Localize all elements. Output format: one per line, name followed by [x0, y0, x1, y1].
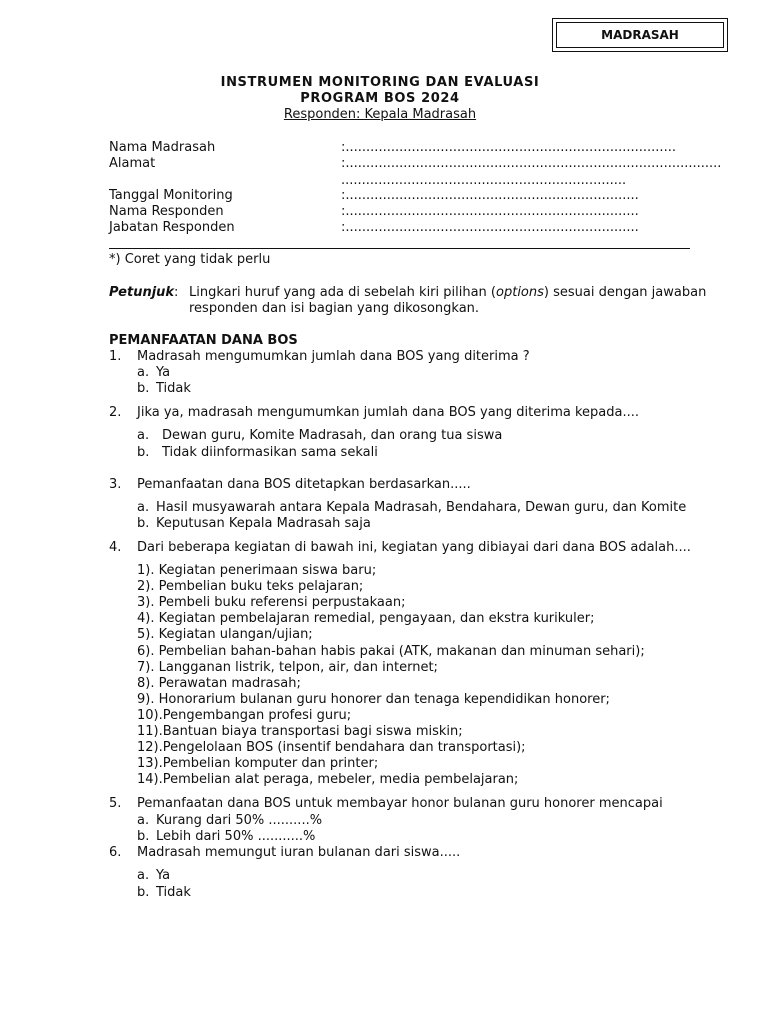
identity-label: Jabatan Responden: [109, 220, 235, 235]
list-item[interactable]: 7). Langganan listrik, telpon, air, dan internet;: [137, 660, 438, 675]
option-key[interactable]: b.: [137, 445, 150, 460]
option-text: Tidak diinformasikan sama sekali: [162, 445, 378, 460]
question-number: 5.: [109, 796, 122, 811]
option-key[interactable]: b.: [137, 516, 150, 531]
list-item[interactable]: 1). Kegiatan penerimaan siswa baru;: [137, 563, 377, 578]
identity-field-alamat[interactable]: :...........................................................................................: [341, 156, 722, 171]
note: *) Coret yang tidak perlu: [109, 252, 271, 267]
question-text: Dari beberapa kegiatan di bawah ini, kegiatan yang dibiayai dari dana BOS adalah....: [137, 540, 691, 555]
option-text: Dewan guru, Komite Madrasah, dan orang tua siswa: [162, 428, 503, 443]
identity-field-nama-responden[interactable]: :.......................................................................: [341, 204, 639, 219]
question-text: Pemanfaatan dana BOS ditetapkan berdasarkan.....: [137, 477, 471, 492]
identity-field-jabatan[interactable]: :.......................................................................: [341, 220, 639, 235]
option-key[interactable]: a.: [137, 813, 150, 828]
list-item[interactable]: 14).Pembelian alat peraga, mebeler, media pembelajaran;: [137, 772, 519, 787]
list-item[interactable]: 11).Bantuan biaya transportasi bagi siswa miskin;: [137, 724, 463, 739]
question-text: Jika ya, madrasah mengumumkan jumlah dana BOS yang diterima kepada....: [137, 405, 639, 420]
option-text: Ya: [156, 365, 171, 380]
question-text: Madrasah memungut iuran bulanan dari siswa.....: [137, 845, 461, 860]
option-text: Kurang dari 50% ..........%: [156, 813, 323, 828]
madrasah-badge-label: MADRASAH: [556, 22, 724, 48]
question-number: 6.: [109, 845, 122, 860]
option-key[interactable]: a.: [137, 500, 150, 515]
list-item[interactable]: 2). Pembelian buku teks pelajaran;: [137, 579, 364, 594]
option-key[interactable]: b.: [137, 829, 150, 844]
list-item[interactable]: 3). Pembeli buku referensi perpustakaan;: [137, 595, 406, 610]
list-item[interactable]: 4). Kegiatan pembelajaran remedial, pengayaan, dan ekstra kurikuler;: [137, 611, 595, 626]
option-text: Tidak: [156, 885, 191, 900]
list-item[interactable]: 13).Pembelian komputer dan printer;: [137, 756, 379, 771]
identity-field-tanggal[interactable]: :.......................................................................: [341, 188, 639, 203]
list-item[interactable]: 6). Pembelian bahan-bahan habis pakai (ATK, makanan dan minuman sehari);: [137, 644, 645, 659]
question-text: Pemanfaatan dana BOS untuk membayar honor bulanan guru honorer mencapai: [137, 796, 663, 811]
option-text: Tidak: [156, 381, 191, 396]
option-key[interactable]: b.: [137, 381, 150, 396]
instructions-line2: responden dan isi bagian yang dikosongkan.: [189, 301, 480, 316]
identity-label: Nama Responden: [109, 204, 224, 219]
list-item[interactable]: 5). Kegiatan ulangan/ujian;: [137, 627, 313, 642]
divider: [109, 248, 690, 249]
document-respondent: Responden: Kepala Madrasah: [283, 107, 477, 122]
list-item[interactable]: 10).Pengembangan profesi guru;: [137, 708, 352, 723]
option-text: Lebih dari 50% ...........%: [156, 829, 316, 844]
question-text: Madrasah mengumumkan jumlah dana BOS yang diterima ?: [137, 349, 530, 364]
option-key[interactable]: a.: [137, 365, 150, 380]
instructions-line1: Lingkari huruf yang ada di sebelah kiri pilihan (options) sesuai dengan jawaban: [189, 285, 707, 300]
document-title: INSTRUMEN MONITORING DAN EVALUASI: [220, 75, 540, 90]
option-text: Keputusan Kepala Madrasah saja: [156, 516, 371, 531]
option-key[interactable]: a.: [137, 428, 150, 443]
identity-label: Nama Madrasah: [109, 140, 216, 155]
list-item[interactable]: 12).Pengelolaan BOS (insentif bendahara dan transportasi);: [137, 740, 526, 755]
question-number: 3.: [109, 477, 122, 492]
question-number: 2.: [109, 405, 122, 420]
instructions-colon: :: [174, 285, 179, 300]
identity-label: Tanggal Monitoring: [109, 188, 233, 203]
madrasah-badge: [552, 18, 728, 52]
option-text: Ya: [156, 868, 171, 883]
option-key[interactable]: a.: [137, 868, 150, 883]
document-program: PROGRAM BOS 2024: [300, 91, 460, 106]
list-item[interactable]: 8). Perawatan madrasah;: [137, 676, 301, 691]
option-text: Hasil musyawarah antara Kepala Madrasah, Bendahara, Dewan guru, dan Komite: [156, 500, 687, 515]
identity-field-nama-madrasah[interactable]: :................................................................................: [341, 140, 676, 155]
identity-field-alamat-2[interactable]: .....................................................................: [341, 173, 627, 188]
identity-label: Alamat: [109, 156, 156, 171]
question-number: 1.: [109, 349, 122, 364]
section-title: PEMANFAATAN DANA BOS: [109, 333, 298, 348]
option-key[interactable]: b.: [137, 885, 150, 900]
instructions-label: Petunjuk: [109, 285, 175, 300]
list-item[interactable]: 9). Honorarium bulanan guru honorer dan tenaga kependidikan honorer;: [137, 692, 610, 707]
question-number: 4.: [109, 540, 122, 555]
